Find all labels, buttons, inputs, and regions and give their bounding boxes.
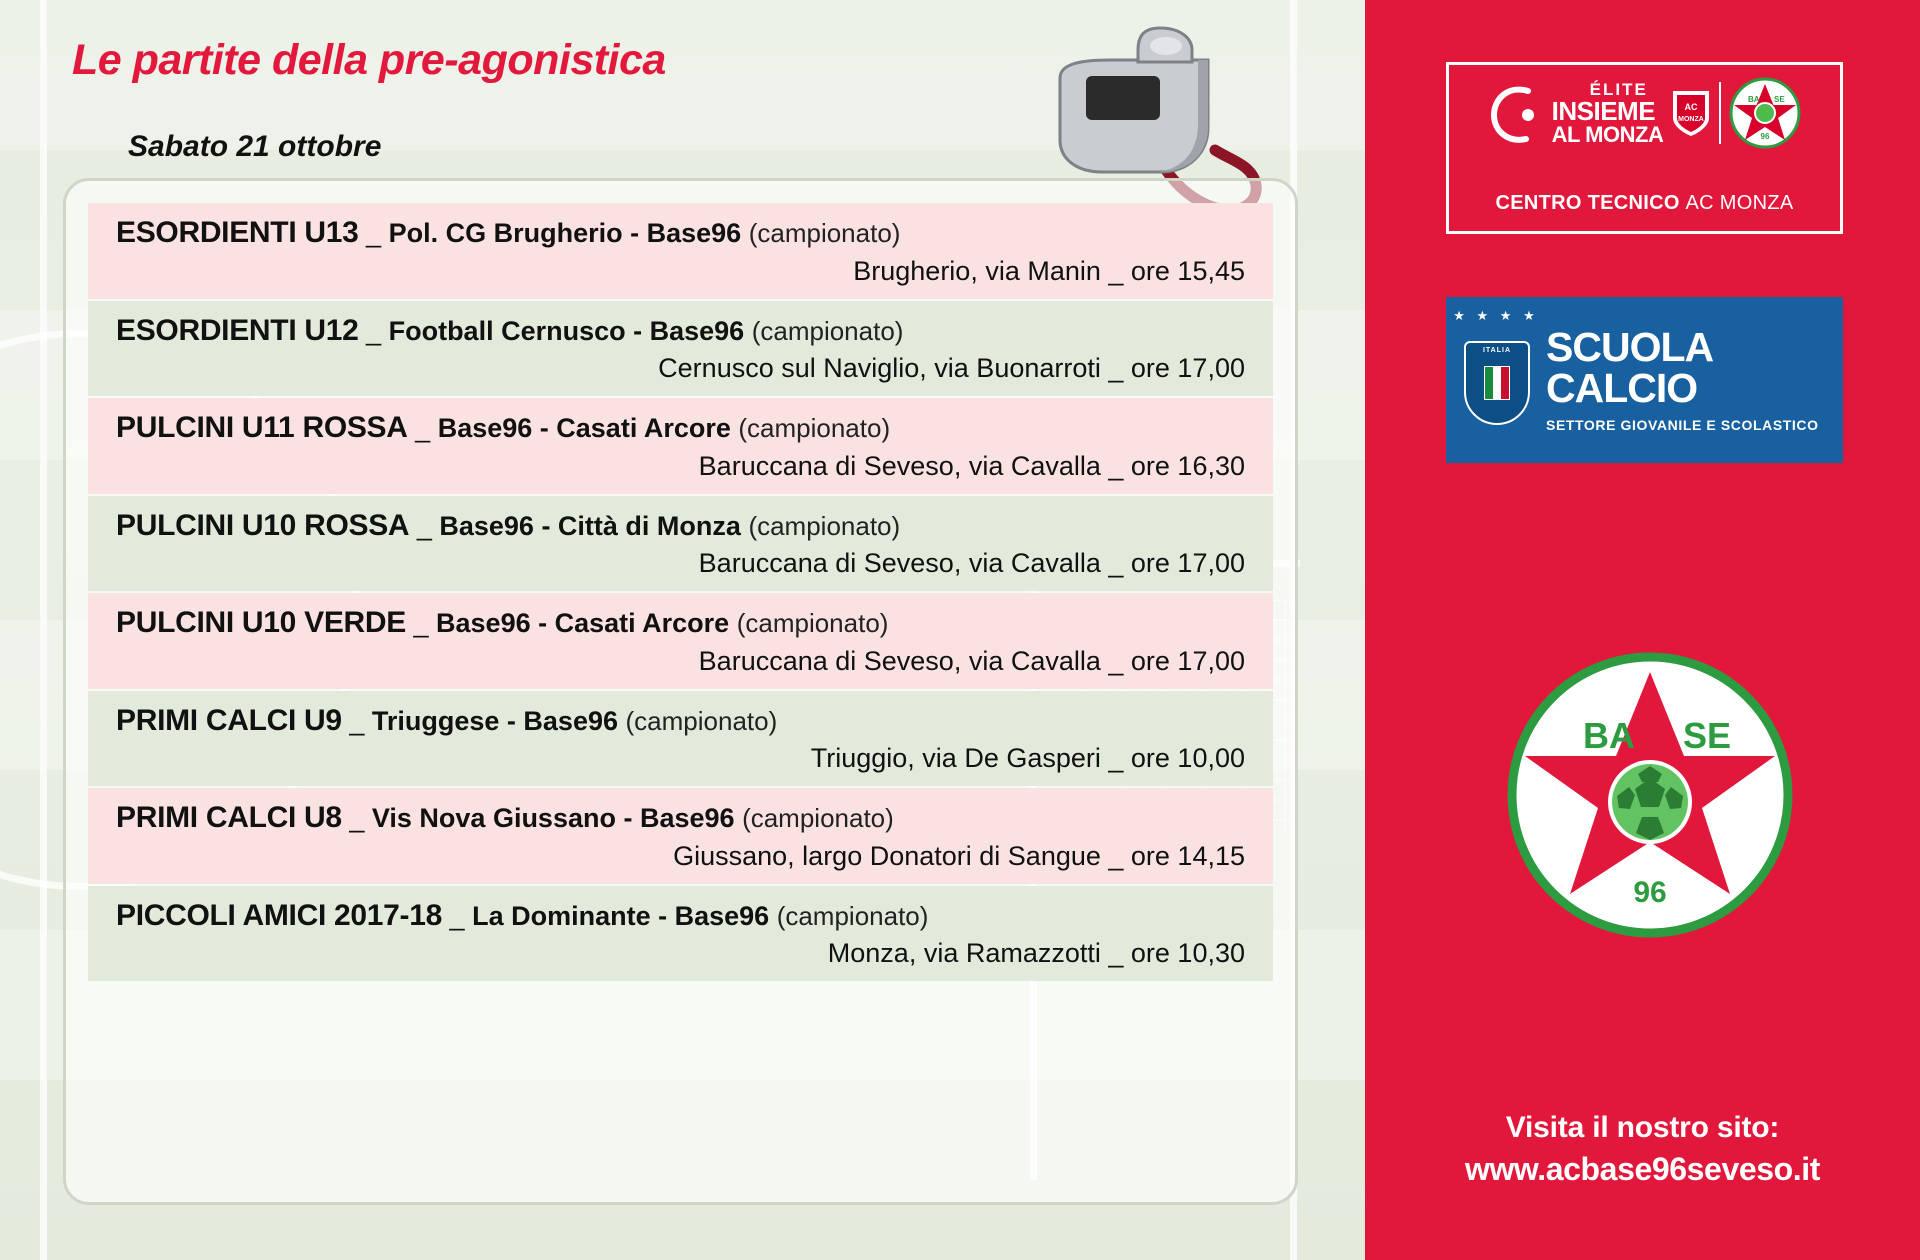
scuola-line1: SCUOLA (1546, 324, 1714, 371)
scuola-calcio-wordmark (1546, 324, 1819, 433)
match-rows (88, 203, 1273, 981)
match-fixture: Triuggese - Base96 (371, 705, 618, 736)
match-row (88, 593, 1273, 689)
match-headline (116, 408, 1245, 449)
match-category: PULCINI U10 VERDE (116, 606, 406, 639)
match-competition: (campionato) (742, 803, 894, 833)
match-separator: _ (366, 315, 382, 346)
website-url[interactable]: www.acbase96seveso.it (1464, 1151, 1821, 1187)
logo-divider (1719, 82, 1721, 144)
figc-italia-label: ITALIA (1482, 347, 1512, 354)
base96-main-logo-icon (1505, 650, 1795, 940)
svg-text:SE: SE (1774, 95, 1786, 104)
match-headline (116, 603, 1245, 644)
match-headline (116, 701, 1245, 742)
match-row (88, 496, 1273, 592)
match-fixture: Football Cernusco - Base96 (388, 315, 745, 346)
elite-line1: INSIEME (1551, 95, 1656, 126)
match-competition: (campionato) (748, 218, 901, 248)
match-fixture: Base96 - Casati Arcore (436, 608, 730, 638)
svg-text:BA: BA (1583, 715, 1635, 756)
match-category: PRIMI CALCI U8 (116, 801, 342, 834)
match-competition: (campionato) (751, 315, 904, 346)
match-venue-time: Triuggio, via De Gasperi _ ore 10,00 (810, 743, 1245, 773)
match-venue-time: Cernusco sul Naviglio, via Buonarroti _ ore 17,00 (658, 353, 1245, 383)
scuola-line3: SETTORE GIOVANILE E SCOLASTICO (1546, 416, 1819, 433)
figc-stars: ★ ★ ★ ★ (1453, 308, 1539, 323)
match-row (88, 301, 1273, 397)
match-list-card (63, 178, 1298, 1205)
match-competition: (campionato) (776, 900, 929, 931)
match-fixture: Base96 - Casati Arcore (437, 413, 731, 443)
elite-logo-row (1449, 75, 1840, 151)
centro-tecnico-bold: CENTRO TECNICO (1495, 192, 1680, 214)
match-headline (116, 798, 1245, 839)
match-competition: (campionato) (748, 510, 901, 541)
match-fixture: Vis Nova Giussano - Base96 (371, 803, 735, 833)
match-headline (116, 506, 1245, 547)
match-category: PULCINI U10 ROSSA (116, 508, 410, 542)
match-row (88, 203, 1273, 299)
base96-small-logo-icon (1729, 77, 1801, 149)
page-subtitle: Sabato 21 ottobre (128, 130, 382, 163)
match-category: PICCOLI AMICI 2017-18 (116, 898, 443, 932)
match-separator: _ (413, 608, 429, 638)
match-row (88, 788, 1273, 884)
match-venue-time: Baruccana di Seveso, via Cavalla _ ore 17,00 (698, 645, 1245, 676)
elite-line2: AL MONZA (1551, 121, 1664, 147)
match-fixture: Pol. CG Brugherio - Base96 (388, 218, 742, 248)
scuola-line2: CALCIO (1546, 364, 1698, 411)
figc-badge-icon (1464, 341, 1530, 425)
elite-insieme-al-monza-logo (1446, 62, 1843, 234)
website-callout (1365, 1111, 1920, 1188)
match-competition: (campionato) (738, 413, 891, 443)
match-separator: _ (366, 218, 382, 248)
match-row (88, 691, 1273, 787)
match-separator: _ (415, 413, 431, 443)
right-sidebar (1365, 0, 1920, 1260)
match-category: PULCINI U11 ROSSA (116, 411, 408, 444)
match-row (88, 886, 1273, 982)
ac-monza-shield-icon (1671, 88, 1711, 138)
svg-text:AC: AC (1684, 102, 1698, 112)
match-separator: _ (349, 705, 365, 736)
match-category: PRIMI CALCI U9 (116, 703, 342, 737)
svg-text:96: 96 (1633, 876, 1667, 909)
match-competition: (campionato) (625, 705, 778, 736)
match-separator: _ (349, 803, 365, 833)
match-headline (116, 311, 1245, 352)
match-category: ESORDIENTI U13 (116, 216, 359, 249)
match-row (88, 398, 1273, 494)
svg-text:SE: SE (1683, 715, 1732, 756)
svg-text:BA: BA (1748, 95, 1760, 104)
match-venue-time: Giussano, largo Donatori di Sangue _ ore 14,15 (673, 840, 1245, 871)
match-fixture: La Dominante - Base96 (472, 900, 770, 931)
match-headline (116, 896, 1245, 937)
match-venue-time: Monza, via Ramazzotti _ ore 10,30 (827, 938, 1245, 968)
svg-text:MONZA: MONZA (1678, 116, 1705, 123)
elite-top-label: ÉLITE (1589, 79, 1648, 99)
match-venue-time: Brugherio, via Manin _ ore 15,45 (853, 255, 1245, 286)
match-competition: (campionato) (736, 608, 889, 638)
svg-text:96: 96 (1760, 132, 1770, 141)
match-separator: _ (416, 510, 432, 541)
elite-swirl-icon (1488, 75, 1544, 151)
page-title: Le partite della pre-agonistica (72, 36, 666, 84)
match-headline (116, 213, 1245, 254)
match-venue-time: Baruccana di Seveso, via Cavalla _ ore 16,30 (698, 450, 1245, 481)
match-separator: _ (449, 900, 465, 931)
centro-tecnico-thin: AC MONZA (1685, 192, 1794, 214)
match-fixture: Base96 - Città di Monza (439, 510, 741, 541)
match-category: ESORDIENTI U12 (116, 313, 359, 347)
italian-flag-icon (1484, 366, 1510, 400)
match-venue-time: Baruccana di Seveso, via Cavalla _ ore 17,00 (698, 548, 1245, 578)
visit-line1: Visita il nostro sito: (1505, 1111, 1780, 1144)
elite-wordmark (1552, 81, 1664, 146)
centro-tecnico-caption (1449, 192, 1840, 215)
